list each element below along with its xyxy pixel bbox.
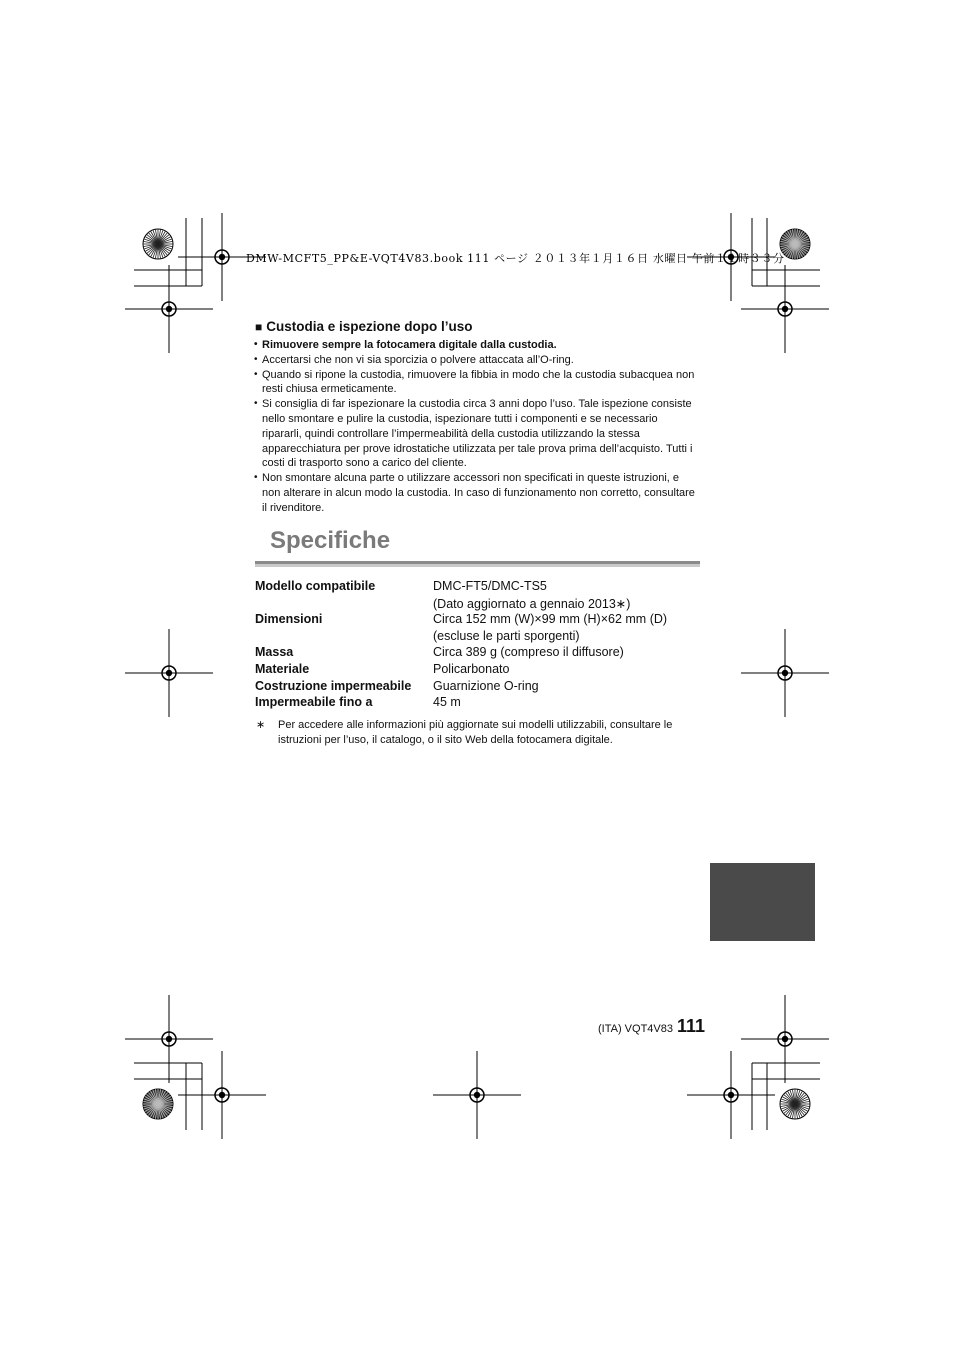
spec-label: Impermeabile fino a <box>255 695 373 710</box>
spec-label: Modello compatibile <box>255 579 376 593</box>
registration-target-icon <box>125 995 213 1083</box>
print-header: DMW-MCFT5_PP&E-VQT4V83.book 111 ページ ２０１３年１月１６日 水曜日 午前１１時３３分 <box>246 252 785 265</box>
registration-target-icon <box>741 995 829 1083</box>
spec-label <box>255 629 433 646</box>
table-row <box>255 695 667 712</box>
registration-target-icon <box>178 1051 266 1139</box>
page-title: Specifiche <box>270 527 391 554</box>
table-row <box>255 612 667 629</box>
registration-target-icon <box>433 1051 521 1139</box>
spec-value: (escluse le parti sporgenti) <box>433 628 580 643</box>
registration-target-icon <box>741 265 829 353</box>
spec-value: Guarnizione O-ring <box>433 678 539 693</box>
square-bullet-icon: ■ <box>255 320 263 334</box>
footnote-mark: ∗ <box>256 719 266 731</box>
table-row <box>255 679 667 696</box>
table-row <box>255 596 667 613</box>
registration-target-icon <box>741 629 829 717</box>
spec-label: Dimensioni <box>255 612 323 627</box>
table-row <box>255 579 667 596</box>
footnote-text: Per accedere alle informazioni più aggiornate sui modelli utilizzabili, consultare le istruzioni per l’uso, il catalogo, o il sito Web della fotocamera digitale. <box>278 719 673 746</box>
spec-table <box>255 579 667 712</box>
list-item: • Quando si ripone la custodia, rimuovere la fibbia in modo che la custodia subacquea non resti chiusa ermeticamente. <box>254 368 700 398</box>
spec-label <box>255 596 433 613</box>
section-title-custodia <box>255 319 473 334</box>
list-item: • Si consiglia di far ispezionare la custodia circa 3 anni dopo l’uso. Tale ispezione consiste nello smontare e pulire la custodia, ispezionare tutti i componenti e se necessario ripararli, quindi controllare l’impermeabilità della custodia utilizzando la stessa apparecchiatura per prove idrostatiche utilizzata per tale prova prima dell’acquisto. Tutti i costi di trasporto sono a carico del cliente. <box>254 397 700 471</box>
spec-label: Materiale <box>255 661 310 676</box>
page-number: 111 <box>676 1016 706 1036</box>
spec-value: Circa 152 mm (W)×99 mm (H)×62 mm (D) <box>433 612 668 627</box>
spec-value: Policarbonato <box>433 661 510 676</box>
star-target-icon <box>143 229 173 259</box>
registration-target-icon <box>687 1051 775 1139</box>
list-item: • Accertarsi che non vi sia sporcizia o polvere attaccata all’O-ring. <box>254 353 700 368</box>
table-row <box>255 629 667 646</box>
registration-target-icon <box>125 629 213 717</box>
table-row <box>255 645 667 662</box>
bullet-list <box>254 338 700 516</box>
spec-value: 45 m <box>433 695 461 710</box>
star-target-icon <box>143 1089 173 1119</box>
title-rule-shadow <box>255 564 700 567</box>
spec-value: Circa 389 g (compreso il diffusore) <box>433 645 624 660</box>
list-item: • Rimuovere sempre la fotocamera digitale dalla custodia. <box>254 338 700 353</box>
section-tab <box>710 863 815 941</box>
table-row <box>255 662 667 679</box>
spec-label: Costruzione impermeabile <box>255 678 412 693</box>
star-target-icon <box>780 1089 810 1119</box>
registration-target-icon <box>125 265 213 353</box>
section-title-text: Custodia e ispezione dopo l’uso <box>266 319 473 334</box>
footer-code: (ITA) VQT4V83 <box>598 1023 673 1035</box>
spec-value: DMC-FT5/DMC-TS5 <box>433 579 547 593</box>
page-footer <box>598 1016 705 1037</box>
list-item: • Non smontare alcuna parte o utilizzare accessori non specificati in queste istruzioni, e non alterare in alcun modo la custodia. In caso di funzionamento non corretto, consultare il rivenditore. <box>254 471 700 515</box>
spec-value: (Dato aggiornato a gennaio 2013∗) <box>433 596 631 611</box>
spec-label: Massa <box>255 645 294 660</box>
